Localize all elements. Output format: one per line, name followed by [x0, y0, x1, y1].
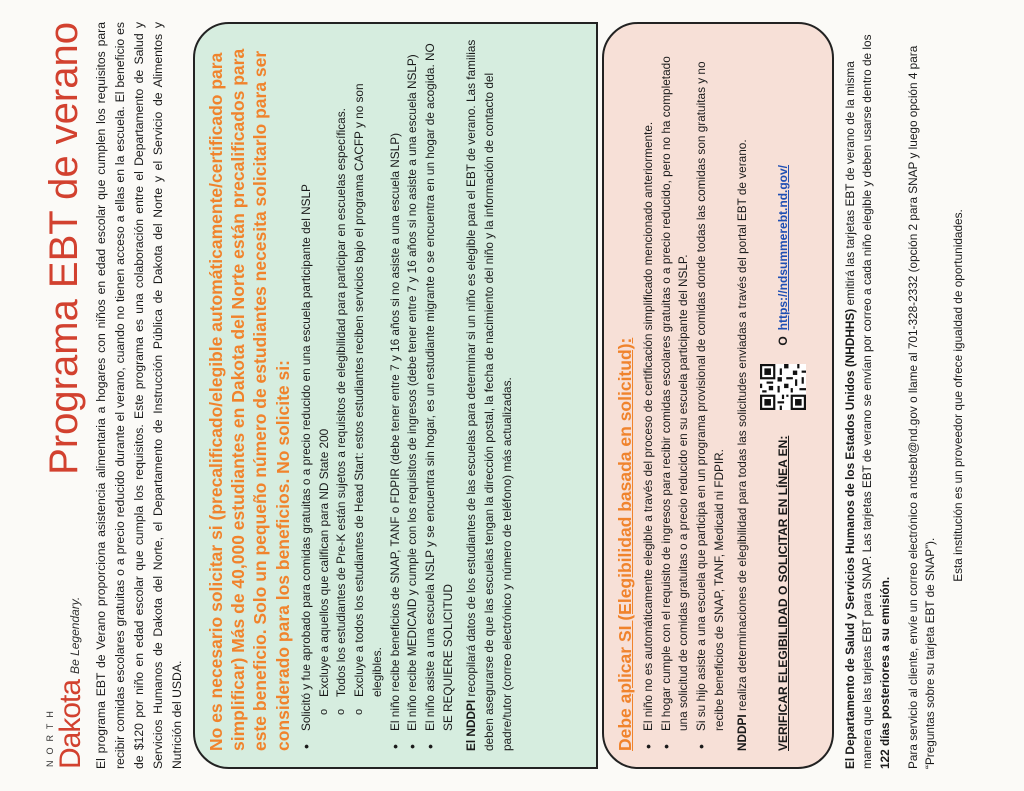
logo-tagline: Be Legendary.: [68, 596, 82, 674]
must-apply-heading: Debe aplicar SI (Elegibilidad basada en solicitud):: [614, 337, 635, 751]
nddpi-portal-paragraph: NDDPI realiza determinaciones de elegibilidad para todas las solicitudes enviadas a través del portal EBT de verano.: [735, 139, 750, 751]
list-item: • El niño recibe MEDICAID y cumple con los requisitos de ingresos (debe tener entre 7 y 16 años si no asiste a una escuela NSLP): [404, 38, 422, 731]
list-item: • El hogar cumple con el requisito de ingresos para recibir comidas escolares gratuitas o a precio reducido, pero no ha completado una solicitud de comidas gratuitas o a precio reducido en su escuela participante del NSLP.: [658, 38, 693, 731]
customer-service-paragraph: Para servicio al cliente, envíe un correo electrónico a ndsebt@nd.gov o llame al 701-328-2332 (opción 2 para SNAP y luego opción 4 para “Preguntas sobre su tarjeta EBT de SNAP”).: [905, 45, 938, 769]
logo-wordmark: Dakota: [54, 679, 87, 769]
page-title: Programa EBT de verano: [42, 22, 86, 475]
sub-list-item: o Excluye a todos los estudiantes de Head Start: estos estudiantes reciben servicios bajo el programa CACFP y no son elegibles.: [351, 38, 386, 697]
verify-row: [760, 38, 806, 751]
list-item: • Solicitó y fue aprobado para comidas gratuitas o a precio reducido en una escuela participante del NSLP o Excluye a aquellos que califican para ND State 200 o Todos los estudiantes de Pre-K están sujetos a requisitos de elegibilidad para participar en escuelas específicas. o Excluye a todos los estudiantes de Head Start: estos estudiantes reciben servicios bajo el programa CACFP y no son elegibles.: [298, 38, 386, 731]
list-item: • El niño recibe beneficios de SNAP, TANF o FDPIR (debe tener entre 7 y 16 años si no asiste a una escuela NSLP): [387, 38, 405, 731]
link-prefix: O: [776, 336, 791, 346]
list-item: • Si su hijo asiste a una escuela que participa en un programa provisional de comidas donde todas las comidas son gratuitas y no recibe beneficios de SNAP, TANF, Medicaid ni FDPIR.: [693, 38, 728, 731]
logo-north: NORTH: [45, 705, 55, 767]
sub-list-item: o Excluye a aquellos que califican para ND State 200: [316, 38, 334, 697]
no-apply-box: [193, 22, 598, 769]
sub-list: [316, 38, 387, 731]
summer-ebt-portal-link[interactable]: https://ndsummerebt.nd.gov/: [776, 164, 791, 331]
sub-list-item: o Todos los estudiantes de Pre-K están sujetos a requisitos de elegibilidad para participar en escuelas específicas.: [333, 38, 351, 697]
qr-code-icon[interactable]: [760, 364, 806, 410]
no-apply-heading: No es necesario solicitar si (precalificado/elegible automáticamente/certificado para simplificar) Más de 40,000 estudiantes en Dakota del Norte están precalificados para este beneficio. Solo un pequeño número de estudiantes necesita solicitarlo para ser considerado para los beneficios. No solicite si:: [205, 48, 293, 751]
footer: [842, 22, 968, 769]
must-apply-list: [640, 38, 728, 751]
no-apply-list: [298, 38, 457, 751]
nhdhhs-paragraph: El Departamento de Salud y Servicios Humanos de los Estados Unidos (NHDHHS) emitirá las tarjetas EBT de verano de la misma manera que las tarjetas EBT para SNAP. Las tarjetas EBT de verano se envían por correo a cada niño elegible y deben usarse dentro de los 122 días posteriores a su emisión.: [842, 34, 892, 769]
intro-paragraph: El programa EBT de Verano proporciona asistencia alimentaria a hogares con niños en edad escolar que cumplen los requisitos para recibir comidas escolares gratuitas o a precio reducido durante el verano, cuando no tienen acceso a ellas en la escuela. El beneficio es de $120 por niño en edad escolar que cumpla los requisitos. Este programa es una colaboración entre el Departamento de Salud y Servicios Humanos de Dakota del Norte, el Departamento de Instrucción Pública de Dakota del Norte y el Servicio de Alimentos y Nutrición del USDA.: [94, 22, 184, 769]
verify-label: VERIFICAR ELEGIBILIDAD O SOLICITAR EN LÍNEA EN:: [776, 435, 791, 751]
nd-logo: [46, 597, 86, 769]
list-item: • El niño no es automáticamente elegible a través del proceso de certificación simplificado mencionado anteriormente.: [640, 38, 658, 731]
must-apply-box: [602, 22, 834, 769]
equal-opportunity-statement: Esta institución es un proveedor que ofrece igualdad de oportunidades.: [950, 209, 965, 582]
list-item: • El niño asiste a una escuela NSLP y se encuentra sin hogar, es un estudiante migrante o se encuentra en un hogar de acogida. NO SE REQUIERE SOLICITUD: [422, 38, 457, 731]
header: [14, 22, 86, 769]
nddpi-paragraph: El NDDPI recopilará datos de los estudiantes de las escuelas para determinar si un niño es elegible para el EBT de verano. Las familias deben asegurarse de que las escuelas tengan la dirección postal, la fecha de nacimiento del niño y la información de contacto del padre/tutor (correo electrónico y número de teléfono) más actualizadas.: [464, 39, 514, 751]
